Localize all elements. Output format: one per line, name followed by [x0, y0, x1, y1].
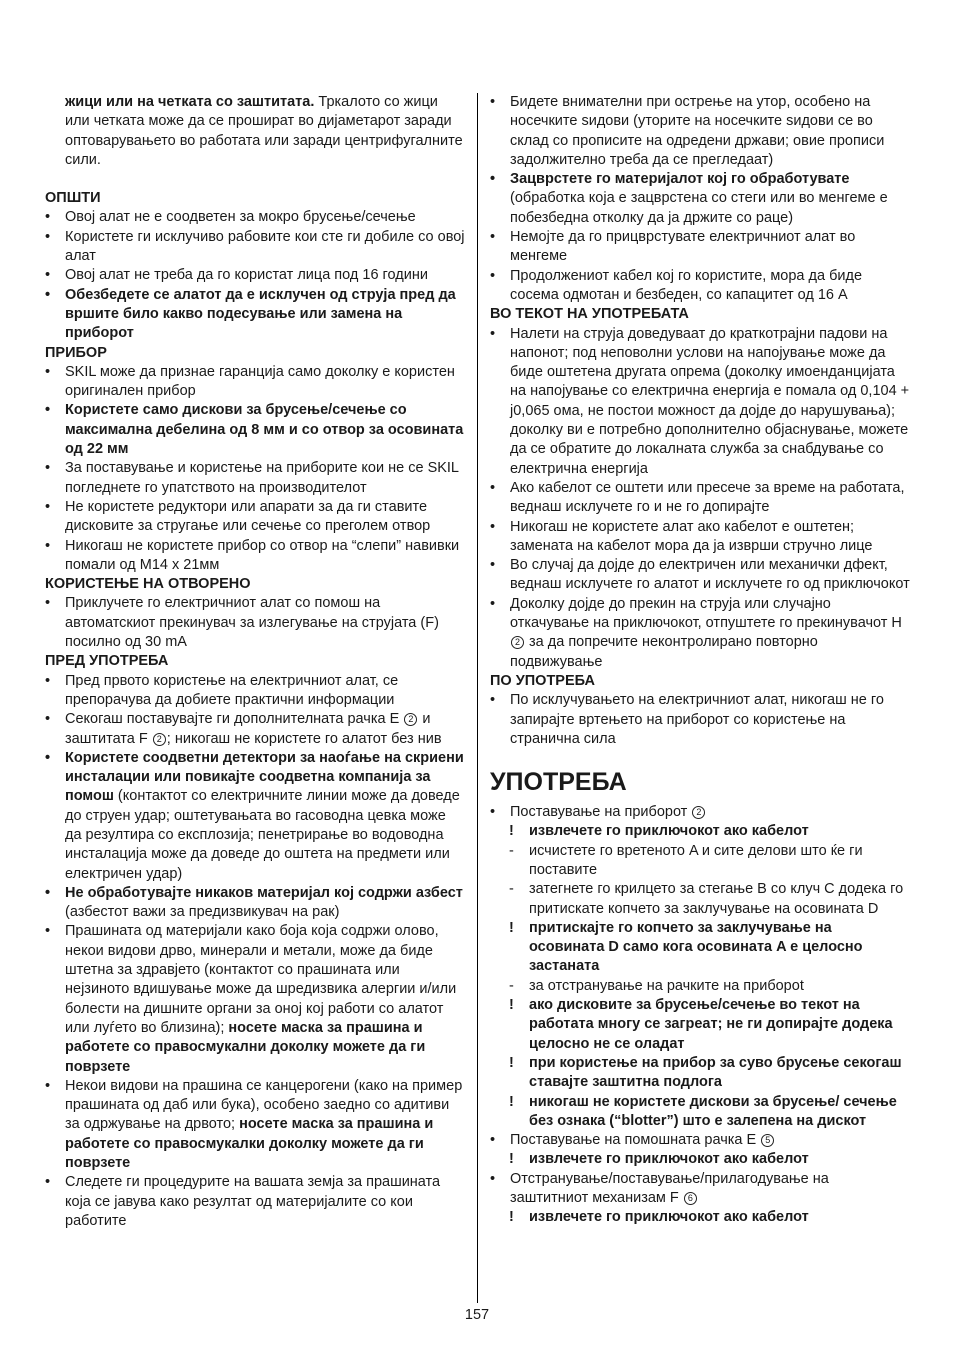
warning-item: ! ако дисковите за брусење/сечење во текот на работата многу се загреат; не ги допирајте додека целосно не се оладат — [509, 997, 893, 1052]
list-item: • Зацврстете го материјалот кој го обработувате (обработка која е зацврстена со стеги или во менгеме е побезбедна отколку да ја држите со раце) — [490, 171, 888, 226]
warning-item: ! извлечете го приключокот ако кабелот — [509, 1151, 809, 1168]
list-item: • Следете ги процедурите на вашата земја за прашината која се јавува како резултат од материјалите со кои работите — [45, 1174, 441, 1229]
figure-ref-circle: 5 — [761, 1134, 774, 1147]
list-item: • Приклучете го електричниот алат со помош на автоматскиот прекинувач за излегување на струјата (F) посилно од 30 mA — [45, 595, 439, 651]
figure-ref-circle: 2 — [153, 733, 166, 746]
warning-item: ! притискајте го копчето за заклучување на осовината D само кога осовината A е целосно застаната — [509, 919, 863, 975]
step-item: - исчистете го вретеното A и сите делови што ќе ги поставите — [509, 842, 863, 878]
list-item: • Користете ги исклучиво рабовите кои сте ги добиле со овој алат — [45, 228, 465, 265]
column-divider — [477, 93, 478, 1303]
intro-paragraph: жици или на четката со заштитата. Тркалото со жици или четката може да се прошират во дијаметарот заради оптоварувањето во работата или заради центрифугалните сили. — [65, 94, 463, 168]
section-heading-accessories: ПРИБОР — [45, 344, 107, 361]
list-item: • Налети на струја доведуваат до краткотрајни падови на напонот; под неповолни услови на напојување може да биде оштетена другата опрема (доколку имоенданцијата на напојување со електрична енергија е помала од 0,104 + j0,065 ома, не постои можност да дојде до нарушувања); доколку ви е потребно дополнително објаснување, можете да се обратите до локалната служба за снабдување со електрична енергија — [490, 325, 910, 477]
section-title-usage: УПОТРЕБА — [490, 768, 627, 797]
figure-ref-circle: 2 — [404, 713, 417, 726]
list-item: • Доколку дојде до прекин на струја или случајно откачување на приключокот, отпуштете го прекинувачот H 2 за да попречите неконтролирано повторно подвижување — [490, 595, 902, 670]
step-item: - за отстранување на рачките на прибороt — [509, 977, 804, 994]
list-item: • Не обработувајте никаков материјал кој содржи азбест (азбестот важи за предизвикувач на рак) — [45, 884, 463, 921]
step-item: - затегнете го крилцето за стегање B со клуч C додека го притискате копчето за заклучување на осовината D — [509, 881, 904, 917]
section-heading-outdoor: КОРИСТЕЊЕ НА ОТВОРЕНО — [45, 576, 251, 593]
list-item: • Немојте да го прицврстувате електричниот алат во менгеме — [490, 229, 856, 265]
left-column — [45, 93, 466, 1231]
section-heading-during-use: ВО ТЕКОТ НА УПОТРЕБАТА — [490, 306, 689, 323]
list-item: • Никогаш не користете алат ако кабелот е оштетен; замената на кабелот мора да ја изврши стручно лице — [490, 518, 873, 554]
warning-item: ! при користење на прибор за суво брусење секогаш ставајте заштитна подлога — [509, 1054, 902, 1091]
list-item: • Пред првото користење на електричниот алат, се препорачува да добиете практични информации — [45, 672, 399, 708]
figure-ref-circle: 6 — [684, 1192, 697, 1205]
list-item: • Не користете редуктори или апарати за да ги ставите дисковите за стругање или сечење со преголем отвор — [45, 498, 431, 535]
list-item: • Никогаш не користете прибор со отвор на “слепи” навивки помали од M14 x 21мм — [45, 537, 460, 573]
list-item: • Поставување на приборот 2 — [490, 803, 910, 822]
section-heading-general: ОПШТИ — [45, 190, 101, 207]
list-item: • Користете само дискови за брусење/сечење со максимална дебелина од 8 мм и со отвор за осовината од 22 мм — [45, 402, 464, 458]
list-item: • Поставување на помошната рачка E 5 — [490, 1131, 910, 1150]
list-item: • Отстранување/поставување/прилагодување на заштитниот механизам F 6 — [490, 1170, 829, 1207]
list-item: • Продолжениот кабел кој го користите, мора да биде сосема одмотан и безбеден, со капацитет од 16 A — [490, 267, 863, 303]
warning-item: ! извлечете го приключокот ако кабелот — [509, 823, 809, 840]
page-number: 157 — [464, 1307, 490, 1323]
list-item: • Овој алат не треба да го користат лица под 16 години — [45, 267, 428, 284]
list-item: • Прашината од материјали како боја која содржи олово, некои видови дрво, минерали и метали, може да биде штетна за здравјето (контактот со прашината или нејзиното вдишување може да шредизвика алергии и/или болести на дишните органи за оној кој работи со алатот или луѓето во близина); носете маска за прашина и работете со правосмукални доколку можете да ги поврзете — [45, 923, 457, 1075]
list-item: • За поставување и користење на приборите кои не се SKIL погледнете го упатството на производителот — [45, 460, 459, 496]
right-column — [490, 93, 910, 1228]
list-item: • Секогаш поставувајте ги дополнителната рачка E 2 и заштитата F 2 ; никогаш не користете го алатот без нив — [45, 711, 442, 747]
section-heading-before-use: ПРЕД УПОТРЕБА — [45, 653, 169, 670]
section-heading-after-use: ПО УПОТРЕБА — [490, 672, 595, 689]
figure-ref-circle: 2 — [692, 806, 705, 819]
list-item: • Некои видови на прашина се канцерогени (како на пример прашината од даб или бука), особено заедно со адитиви за одржување на дрвото; носете маска за прашина и работете со правосмукалки доколку можете да ги поврзете — [45, 1077, 463, 1172]
list-item: • Користете соодветни детектори за наоѓање на скриени инсталации или повикајте соодветна компанија за помош (контактот со електричните линии може да доведе до струен удар; оштетувањата во гасоводна цевка може да резултира со експлозија; пенетрирање во водоводна инсталација може да доведе до оштета на предмети или електричен удар) — [45, 749, 464, 882]
list-item: • Овој алат не е соодветен за мокро брусење/сечење — [45, 209, 416, 226]
list-item: • По исклучувањето на електричниот алат, никогаш не го запирајте вртењето на приборот со користење на странична сила — [490, 692, 884, 747]
list-item: • Обезбедете се алатот да е исклучен од струја пред да вршите било какво подесување или замена на приборот — [45, 286, 456, 342]
list-item: • Ако кабелот се оштети или пресече за време на работата, веднаш исклучете го и не го допирајте — [490, 479, 905, 516]
warning-item: ! никогаш не користете дискови за брусење/ сечење без ознака (“blotter”) што е залепена на дискот — [509, 1093, 897, 1129]
figure-ref-circle: 2 — [511, 636, 524, 649]
list-item: • SKIL може да признае гаранција само доколку е користен оригинален прибор — [45, 363, 455, 400]
list-item: • Во случај да дојде до електричен или механички дфект, веднаш исклучете го алатот и исклучете го од приключокот — [490, 557, 910, 593]
list-item: • Бидете внимателни при острење на утор, особено на носечките ѕидови (уторите на носечките ѕидови се во склад со прописите на одредени држави; овие прописи задолжително треба да се прегледаат) — [490, 94, 885, 168]
warning-item: ! извлечете го приключокот ако кабелот — [509, 1209, 809, 1226]
